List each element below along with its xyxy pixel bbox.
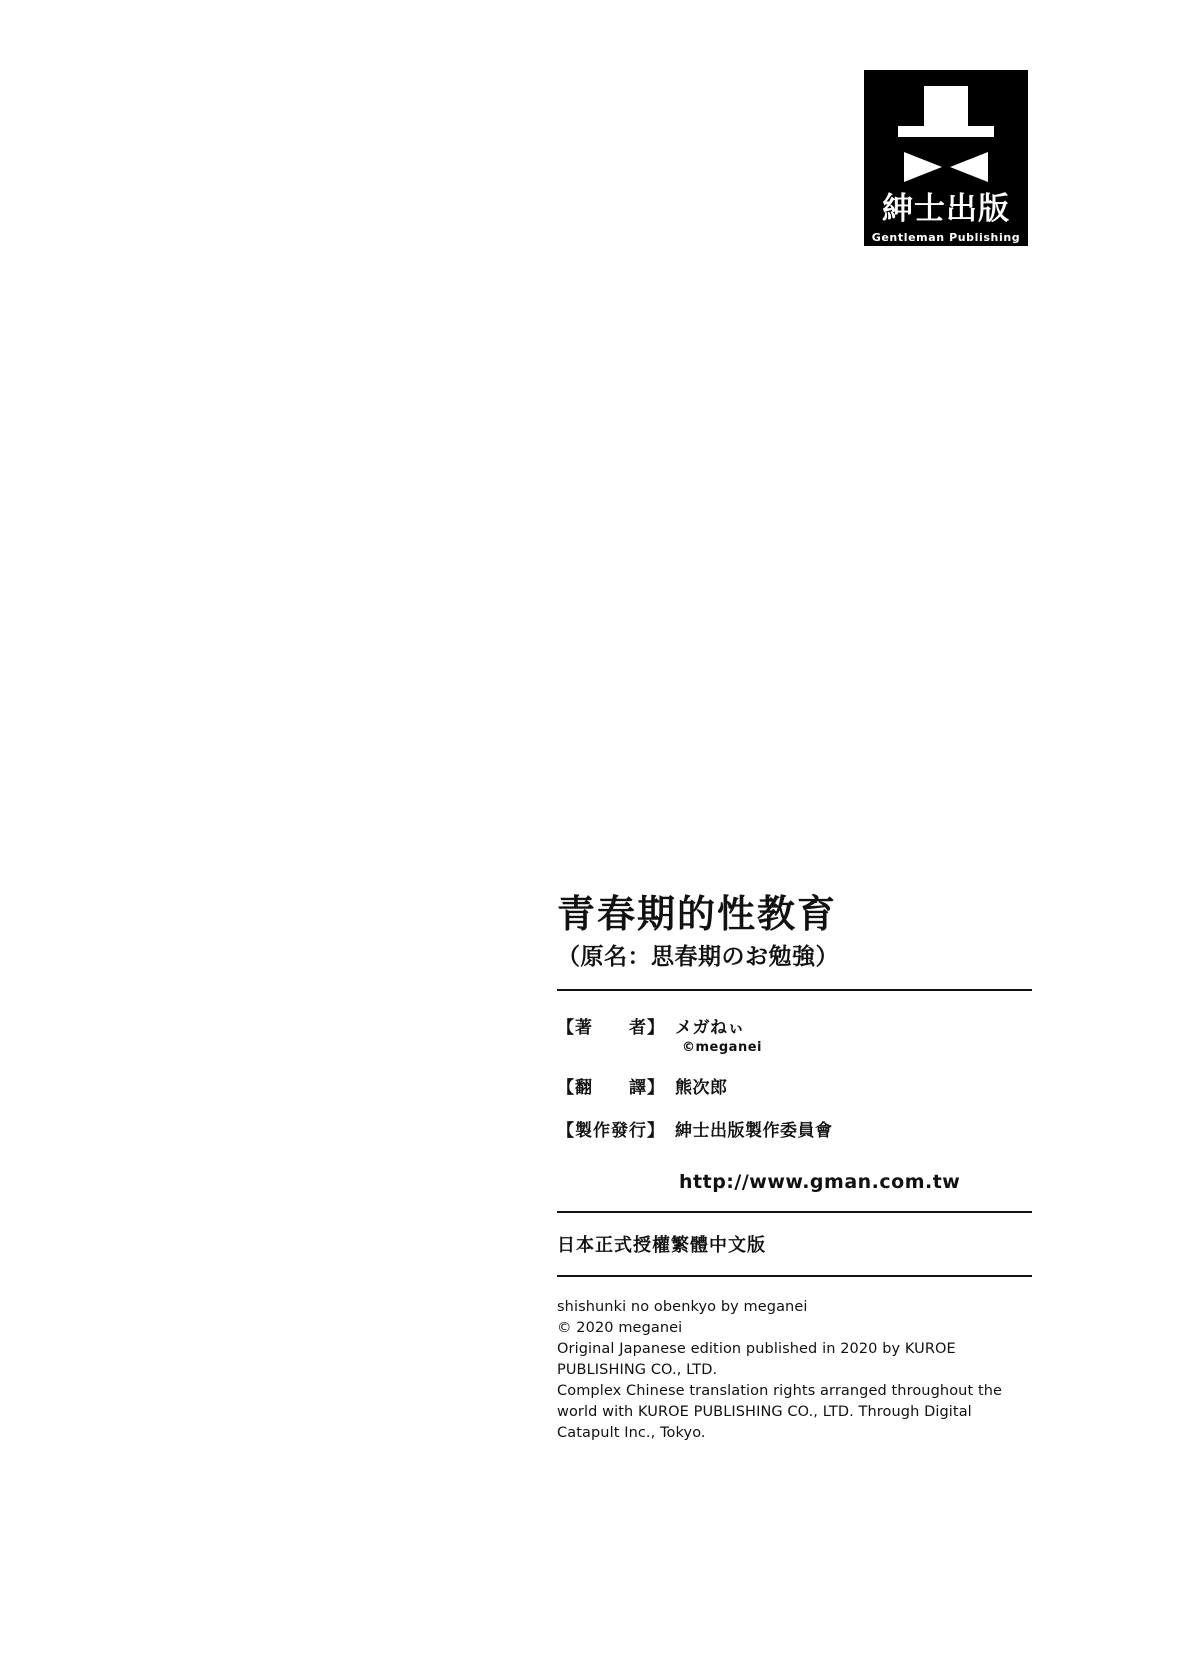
credit-row-publisher	[557, 1116, 1032, 1141]
credit-row-author	[557, 1013, 1032, 1055]
publisher-name-en: Gentleman Publishing	[871, 231, 1021, 244]
english-line-title: shishunki no obenkyo by meganei	[557, 1298, 808, 1315]
book-title: 青春期的性教育	[557, 892, 838, 936]
credit-value-author-copyright: ©meganei	[682, 1039, 762, 1055]
credit-label-author: 【著 者】	[557, 1017, 665, 1038]
credit-value-author-text: メガねぃ	[675, 1017, 745, 1038]
credit-value-translator: 熊次郎	[675, 1077, 728, 1098]
divider-bottom	[557, 1275, 1032, 1277]
english-line-rights: Complex Chinese translation rights arranged throughout the world with KUROE PUBLISHING CO., LTD. Through Digital Catapult Inc., Tokyo.	[557, 1382, 1003, 1441]
credit-value-author	[675, 1013, 762, 1055]
credit-label-translator: 【翻 譯】	[557, 1077, 665, 1098]
book-subtitle: （原名：思春期のお勉強）	[557, 943, 839, 970]
publisher-logo	[864, 70, 1028, 246]
english-copyright-block	[557, 1297, 1032, 1444]
publisher-website-link[interactable]: http://www.gman.com.tw	[679, 1170, 961, 1193]
top-hat-icon	[898, 86, 994, 142]
divider-middle	[557, 1211, 1032, 1213]
credit-row-translator	[557, 1073, 1032, 1098]
credit-value-publisher: 紳士出版製作委員會	[675, 1120, 833, 1141]
english-line-copyright: © 2020 meganei	[557, 1319, 683, 1336]
credits-list	[557, 1013, 1032, 1193]
colophon	[557, 893, 1032, 1444]
publisher-name-cn: 紳士出版	[882, 191, 1010, 227]
credit-label-publisher: 【製作發行】	[557, 1120, 665, 1141]
english-line-original-edition: Original Japanese edition published in 2020 by KUROE PUBLISHING CO., LTD.	[557, 1340, 956, 1378]
license-statement: 日本正式授權繁體中文版	[557, 1234, 766, 1256]
divider-top	[557, 989, 1032, 991]
bowtie-icon	[904, 152, 988, 182]
